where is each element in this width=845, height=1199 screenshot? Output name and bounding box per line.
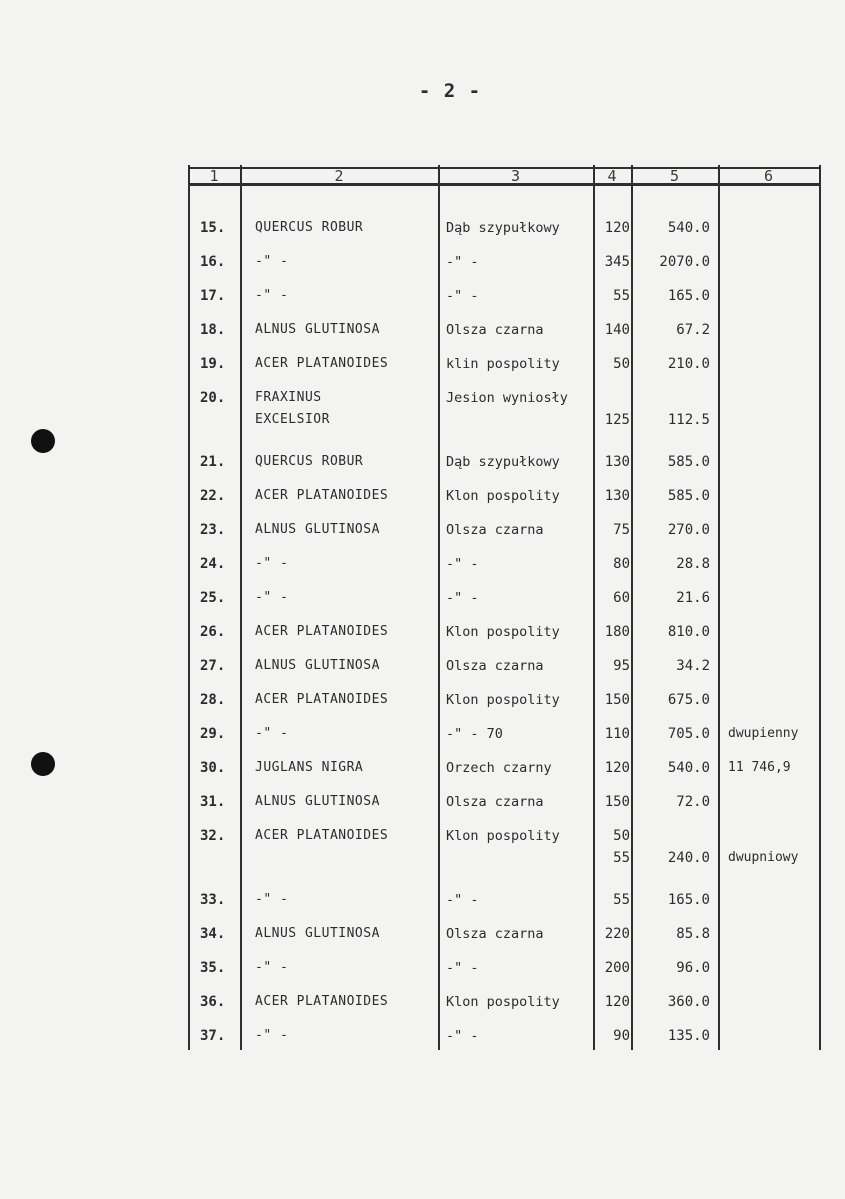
remark: dwupniowy: [728, 850, 799, 865]
column-4-value: 75: [613, 522, 630, 538]
latin-name: ALNUS GLUTINOSA: [255, 926, 380, 941]
table-row: [188, 480, 821, 514]
row-number: 34.: [200, 926, 226, 942]
polish-name: Olsza czarna: [446, 658, 544, 674]
column-5-value: 585.0: [667, 454, 710, 470]
polish-name: Dąb szypułkowy: [446, 454, 560, 470]
latin-name: ACER PLATANOIDES: [255, 624, 389, 639]
polish-name: Klon pospolity: [446, 488, 560, 504]
column-4-value: 150: [604, 692, 630, 708]
polish-name: Klon pospolity: [446, 994, 560, 1010]
column-5-value: 240.0: [667, 850, 710, 866]
column-5-value: 135.0: [667, 1028, 710, 1044]
row-number: 35.: [200, 960, 226, 976]
column-5-value: 270.0: [667, 522, 710, 538]
row-number: 22.: [200, 488, 226, 504]
latin-name: QUERCUS ROBUR: [255, 220, 364, 235]
row-number: 36.: [200, 994, 226, 1010]
table-row: [188, 616, 821, 650]
table-row: [188, 382, 821, 428]
row-number: 33.: [200, 892, 226, 908]
row-number: 29.: [200, 726, 226, 742]
polish-name: -" -: [446, 892, 479, 908]
column-5-value: 585.0: [667, 488, 710, 504]
column-5-value: 28.8: [676, 556, 710, 572]
column-4-value: 55: [613, 288, 630, 304]
row-number: 31.: [200, 794, 226, 810]
column-4-value: 95: [613, 658, 630, 674]
row-number: 16.: [200, 254, 226, 270]
polish-name: klin pospolity: [446, 356, 560, 372]
column-5-value: 34.2: [676, 658, 710, 674]
row-number: 32.: [200, 828, 226, 844]
column-header: 4: [607, 167, 617, 185]
column-4-value: 55: [613, 892, 630, 908]
table-row: [188, 786, 821, 820]
row-number: 26.: [200, 624, 226, 640]
column-4-value: 120: [604, 994, 630, 1010]
column-5-value: 540.0: [667, 760, 710, 776]
column-4-value: 60: [613, 590, 630, 606]
column-5-value: 72.0: [676, 794, 710, 810]
polish-name: Olsza czarna: [446, 322, 544, 338]
latin-name: ACER PLATANOIDES: [255, 828, 389, 843]
polish-name: -" -: [446, 590, 479, 606]
column-5-value: 810.0: [667, 624, 710, 640]
table-row: [188, 1020, 821, 1054]
column-4-value: 220: [604, 926, 630, 942]
column-4-value: 50: [613, 828, 630, 844]
row-number: 30.: [200, 760, 226, 776]
punch-hole-bottom: [31, 752, 55, 776]
column-5-value: 96.0: [676, 960, 710, 976]
row-number: 23.: [200, 522, 226, 538]
table-row: [188, 684, 821, 718]
latin-name: ACER PLATANOIDES: [255, 692, 389, 707]
column-4-value: 120: [604, 760, 630, 776]
polish-name: Jesion wyniosły: [446, 390, 568, 406]
table-row: [188, 212, 821, 246]
table-row: [188, 918, 821, 952]
latin-name: ACER PLATANOIDES: [255, 356, 389, 371]
polish-name: -" -: [446, 254, 479, 270]
table-row: [188, 582, 821, 616]
column-5-value: 210.0: [667, 356, 710, 372]
column-4-value: 200: [604, 960, 630, 976]
latin-name: -" -: [255, 892, 289, 907]
latin-name: ALNUS GLUTINOSA: [255, 658, 380, 673]
punch-hole-top: [31, 429, 55, 453]
column-5-value: 540.0: [667, 220, 710, 236]
column-4-value: 180: [604, 624, 630, 640]
column-5-value: 2070.0: [659, 254, 710, 270]
remark: 11 746,9: [728, 760, 791, 775]
polish-name: Dąb szypułkowy: [446, 220, 560, 236]
polish-name: Klon pospolity: [446, 692, 560, 708]
row-number: 25.: [200, 590, 226, 606]
row-number: 15.: [200, 220, 226, 236]
table-row: [188, 986, 821, 1020]
polish-name: -" -: [446, 556, 479, 572]
latin-name: -" -: [255, 1028, 289, 1043]
column-5-value: 85.8: [676, 926, 710, 942]
latin-name: -" -: [255, 960, 289, 975]
column-header: 1: [209, 167, 219, 185]
table-row: [188, 752, 821, 786]
column-4-value: 90: [613, 1028, 630, 1044]
latin-name: ALNUS GLUTINOSA: [255, 522, 380, 537]
table-row: [188, 314, 821, 348]
polish-name: Klon pospolity: [446, 624, 560, 640]
column-4-value: 130: [604, 488, 630, 504]
table-row: [188, 446, 821, 480]
row-number: 20.: [200, 390, 226, 406]
table-row: [188, 514, 821, 548]
column-4-value: 140: [604, 322, 630, 338]
row-number: 24.: [200, 556, 226, 572]
table-row: [188, 348, 821, 382]
column-5-value: 165.0: [667, 892, 710, 908]
latin-name: -" -: [255, 726, 289, 741]
column-5-value: 21.6: [676, 590, 710, 606]
row-number: 17.: [200, 288, 226, 304]
latin-name: -" -: [255, 590, 289, 605]
column-5-value: 112.5: [667, 412, 710, 428]
column-5-value: 705.0: [667, 726, 710, 742]
latin-name: QUERCUS ROBUR: [255, 454, 364, 469]
latin-name-continued: EXCELSIOR: [255, 412, 330, 427]
column-4-value: 345: [604, 254, 630, 270]
polish-name: -" -: [446, 1028, 479, 1044]
column-4-value: 125: [604, 412, 630, 428]
column-header: 3: [510, 167, 521, 185]
polish-name: Olsza czarna: [446, 794, 544, 810]
latin-name: JUGLANS NIGRA: [255, 760, 364, 775]
polish-name: Orzech czarny: [446, 760, 552, 776]
column-4-value: 80: [613, 556, 630, 572]
remark: dwupienny: [728, 726, 799, 741]
polish-name: -" - 70: [446, 726, 503, 742]
polish-name: -" -: [446, 960, 479, 976]
row-number: 37.: [200, 1028, 226, 1044]
table-row: [188, 884, 821, 918]
column-4-value: 150: [604, 794, 630, 810]
table-row: [188, 548, 821, 582]
latin-name: -" -: [255, 254, 289, 269]
polish-name: Olsza czarna: [446, 522, 544, 538]
page-number: - 2 -: [418, 80, 482, 102]
row-number: 21.: [200, 454, 226, 470]
table-row: [188, 952, 821, 986]
latin-name: ACER PLATANOIDES: [255, 994, 389, 1009]
latin-name: ALNUS GLUTINOSA: [255, 322, 380, 337]
column-4-value: 50: [613, 356, 630, 372]
table-row: [188, 820, 821, 866]
column-4-value: 130: [604, 454, 630, 470]
row-number: 27.: [200, 658, 226, 674]
table-row: [188, 280, 821, 314]
column-4-value: 120: [604, 220, 630, 236]
polish-name: -" -: [446, 288, 479, 304]
column-4-value-second: 55: [613, 850, 630, 866]
polish-name: Olsza czarna: [446, 926, 544, 942]
latin-name: FRAXINUS: [255, 390, 322, 405]
polish-name: Klon pospolity: [446, 828, 560, 844]
column-header: 2: [334, 167, 344, 185]
latin-name: ALNUS GLUTINOSA: [255, 794, 380, 809]
column-5-value: 67.2: [676, 322, 710, 338]
column-4-value: 110: [604, 726, 630, 742]
column-5-value: 360.0: [667, 994, 710, 1010]
row-number: 28.: [200, 692, 226, 708]
column-header: 5: [669, 167, 680, 185]
row-number: 19.: [200, 356, 226, 372]
row-number: 18.: [200, 322, 226, 338]
table-row: [188, 650, 821, 684]
latin-name: -" -: [255, 288, 289, 303]
table-row: [188, 718, 821, 752]
table-row: [188, 246, 821, 280]
column-5-value: 165.0: [667, 288, 710, 304]
latin-name: -" -: [255, 556, 289, 571]
tree-inventory-table: [188, 165, 821, 1050]
column-header: 6: [763, 167, 774, 185]
column-5-value: 675.0: [667, 692, 710, 708]
latin-name: ACER PLATANOIDES: [255, 488, 389, 503]
